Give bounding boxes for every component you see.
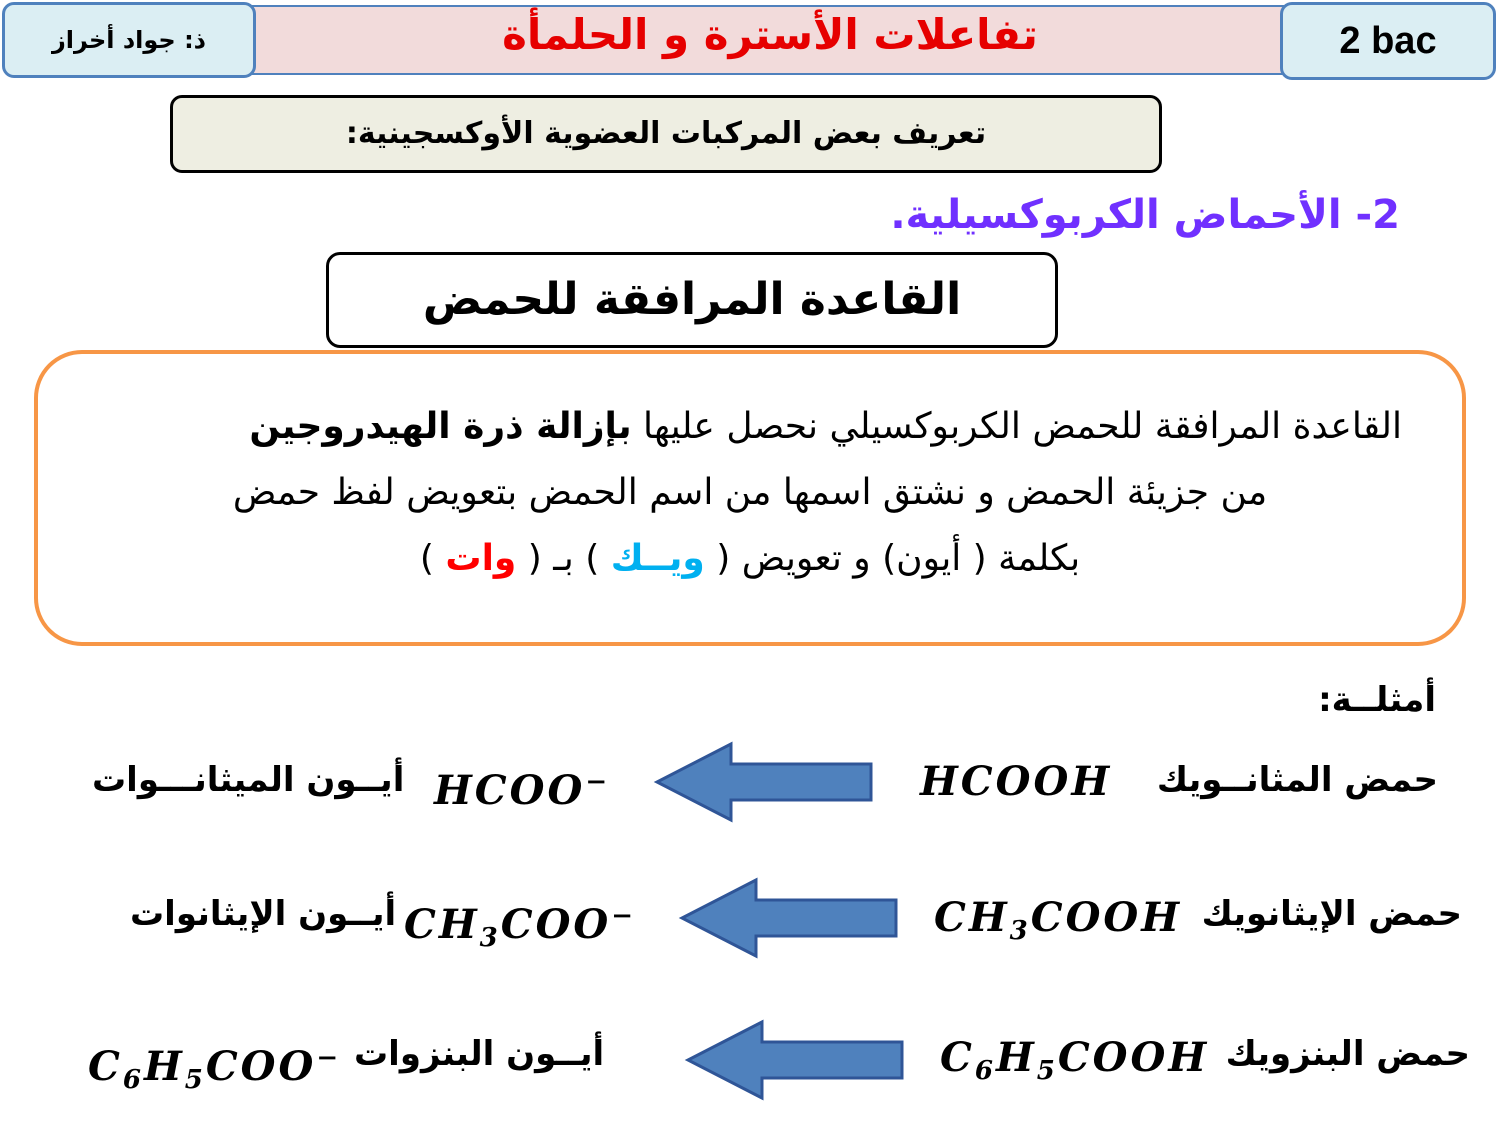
definition-line-1: [98, 394, 1402, 460]
left-arrow-icon: [655, 742, 873, 822]
subheading: [600, 185, 1400, 245]
examples-label: أمثلــة:: [1318, 680, 1436, 720]
definition-text: بكلمة ( أيون) و تعويض (: [716, 538, 1081, 579]
definition-line-2: من جزيئة الحمض و نشتق اسمها من اسم الحمض بتعويض لفظ حمض: [232, 472, 1268, 513]
acid-formula: $CH_3COOH$: [934, 894, 1183, 946]
definition-text: ): [419, 538, 434, 579]
acid-name: حمض المثانــويك: [1156, 760, 1438, 800]
definition-text: ) بـ (: [527, 538, 600, 579]
acid-formula: $C_6H_5COOH$: [940, 1034, 1210, 1086]
suffix-ate: وات: [445, 538, 517, 579]
acid-formula: HCOOH: [920, 758, 1113, 805]
definition-box: [34, 350, 1466, 646]
author-badge: ذ: جواد أخراز: [2, 2, 256, 78]
base-name: أيــون الميثانـــوات: [92, 760, 405, 800]
subheading-number: 2-: [1355, 192, 1400, 238]
base-name: أيــون البنزوات: [354, 1034, 605, 1074]
base-formula: $CH_3COO^-$: [404, 901, 637, 953]
page-title: تفاعلات الأسترة و الحلمأة: [502, 10, 1038, 59]
definition-line-3: [98, 526, 1402, 592]
subheading-text: الأحماض الكربوكسيلية.: [890, 192, 1342, 238]
acid-name: حمض البنزويك: [1225, 1034, 1470, 1074]
base-name: أيــون الإيثانوات: [130, 894, 397, 934]
left-arrow-icon: [686, 1020, 904, 1100]
definition-text: القاعدة المرافقة للحمض الكربوكسيلي نحصل عليها: [643, 406, 1402, 447]
acid-name: حمض الإيثانويك: [1201, 894, 1462, 934]
level-badge: 2 bac: [1280, 2, 1496, 80]
base-formula: HCOO−: [434, 767, 611, 814]
definition-emphasis: بإزالة ذرة الهيدروجين: [249, 406, 632, 447]
section-title: تعريف بعض المركبات العضوية الأوكسجينية:: [170, 95, 1162, 173]
rule-title: القاعدة المرافقة للحمض: [326, 252, 1058, 348]
suffix-ic: ويــك: [610, 538, 705, 579]
left-arrow-icon: [680, 878, 898, 958]
base-formula: $C_6H_5COO^-$: [88, 1043, 342, 1095]
